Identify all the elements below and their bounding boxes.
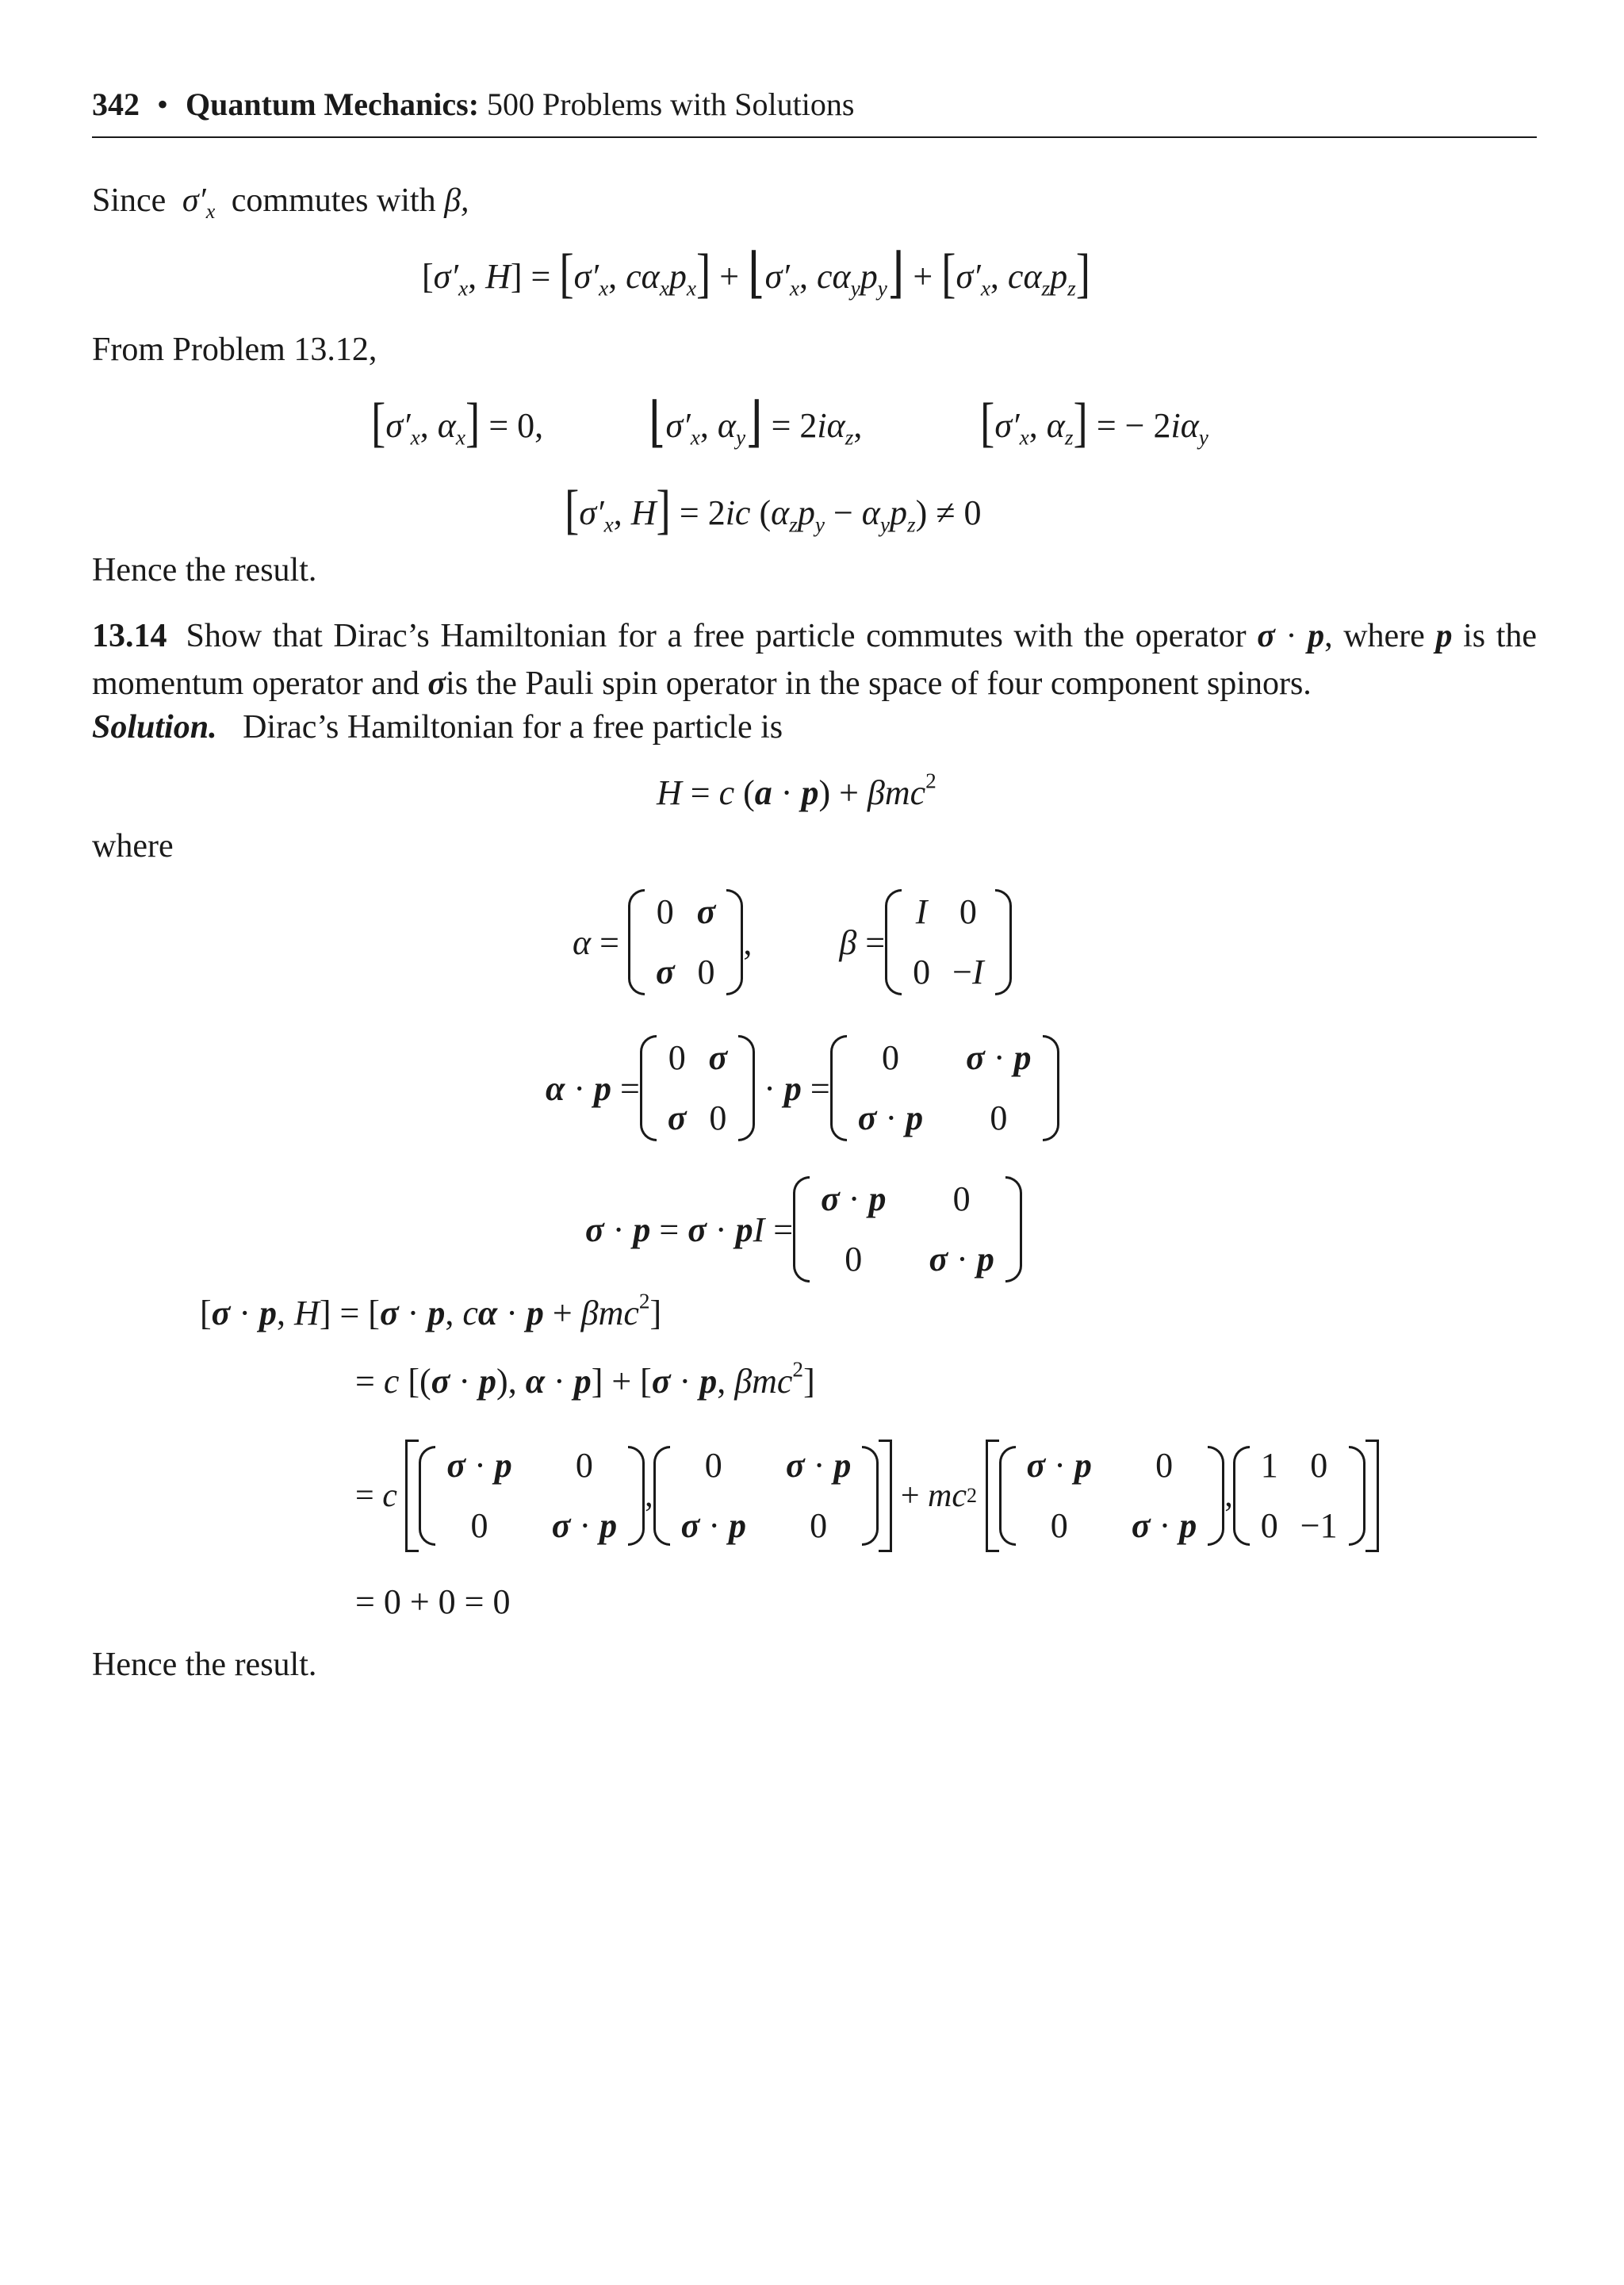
beta-matrix: I 0 0 −I bbox=[885, 882, 1011, 1003]
equation-sigma-p-h-line1: [σ · p, H] = [σ · p, cα · p + βmc$^2$] bbox=[200, 1289, 662, 1332]
problem-statement-a: Show that Dirac’s Hamiltonian for a free particle commutes with the operator bbox=[186, 618, 1247, 654]
equation-alpha-dot-p: α · p = 0 σ σ 0 · p = 0 σ · p σ · p 0 bbox=[546, 1028, 1059, 1148]
solution-line bbox=[92, 707, 783, 747]
solution-text: Dirac’s Hamiltonian for a free particle is bbox=[243, 709, 783, 746]
since-line bbox=[92, 181, 469, 224]
sigma-prime-x: $\sigma'_x$ bbox=[182, 182, 216, 224]
header-bullet: • bbox=[157, 86, 169, 122]
problem-statement-b: , where bbox=[1324, 618, 1425, 654]
solution-label: Solution. bbox=[92, 709, 217, 746]
since-text: Since bbox=[92, 182, 167, 219]
where-text: where bbox=[92, 828, 174, 865]
page-number: 342 bbox=[92, 86, 140, 122]
problem-13-14: 13.14 Show that Dirac’s Hamiltonian for a free particle commutes with the operator σ · p, where p is the momentum operator and σis the Pauli spin operator in the space of four component spinors. bbox=[92, 618, 1538, 702]
alpha-matrix: 0 σ σ 0 bbox=[628, 882, 743, 1003]
equation-dirac-hamiltonian: H = c (a · p) + βmc$^2$ bbox=[657, 769, 936, 812]
equation-commutator-h: [$\sigma'_x$, $H] = [\sigma'_x$, $c\alpha_xp_x$] + $⌊\sigma'_x$, $c\alpha_yp_y⌋ + [\sigma'_x$, $c\alpha_zp_z$] bbox=[422, 243, 1091, 304]
from-problem-text: From Problem 13.12, bbox=[92, 332, 377, 368]
header-rule bbox=[92, 136, 1537, 138]
equation-alpha-beta-matrices: α = 0 σ σ 0 , β = I 0 0 −I bbox=[573, 882, 1012, 1003]
running-header bbox=[92, 86, 1535, 122]
problem-statement-c: is the momentum operator and bbox=[92, 618, 1538, 702]
hence-result-2: Hence the result. bbox=[92, 1647, 317, 1683]
hence-result-1: Hence the result. bbox=[92, 552, 317, 589]
equation-commutator-alpha-y: $⌊\sigma'_x$, $\alpha_y⌋ = 2i\alpha_z$, bbox=[649, 392, 863, 453]
book-subtitle: 500 Problems with Solutions bbox=[487, 86, 855, 122]
problem-statement-d: is the Pauli spin operator in the space of four component spinors. bbox=[446, 665, 1312, 702]
equation-commutator-alpha-x: [$\sigma'_x$, $\alpha_x] = 0$, bbox=[371, 392, 544, 453]
problem-number: 13.14 bbox=[92, 618, 167, 654]
beta-symbol: β, bbox=[444, 182, 469, 219]
equation-sigma-dot-p-identity: σ · p = σ · p I = σ · p 0 0 σ · p bbox=[585, 1169, 1022, 1290]
equation-commutator-h-result: [$\sigma'_x$, H] = 2ic $(\alpha_zp_y - \alpha_yp_z) \ne 0$ bbox=[565, 479, 982, 540]
equation-sigma-p-h-line3: = c σ · p 0 0 σ · p , 0 σ · p σ · p 0 + mc 2 σ · p 0 0 σ · p , 1 0 0 −1 bbox=[355, 1436, 1379, 1556]
equation-zero-result: = 0 + 0 = 0 bbox=[355, 1582, 511, 1621]
equation-commutator-alpha-z: [$\sigma'_x$, $\alpha_z$] = − $2i\alpha_y$ bbox=[980, 392, 1208, 453]
book-title: Quantum Mechanics: bbox=[186, 86, 480, 122]
commutes-text: commutes with bbox=[231, 182, 436, 219]
equation-sigma-p-h-line2: = c [(σ · p), α · p] + [σ · p, βmc$^2$] bbox=[355, 1357, 815, 1401]
